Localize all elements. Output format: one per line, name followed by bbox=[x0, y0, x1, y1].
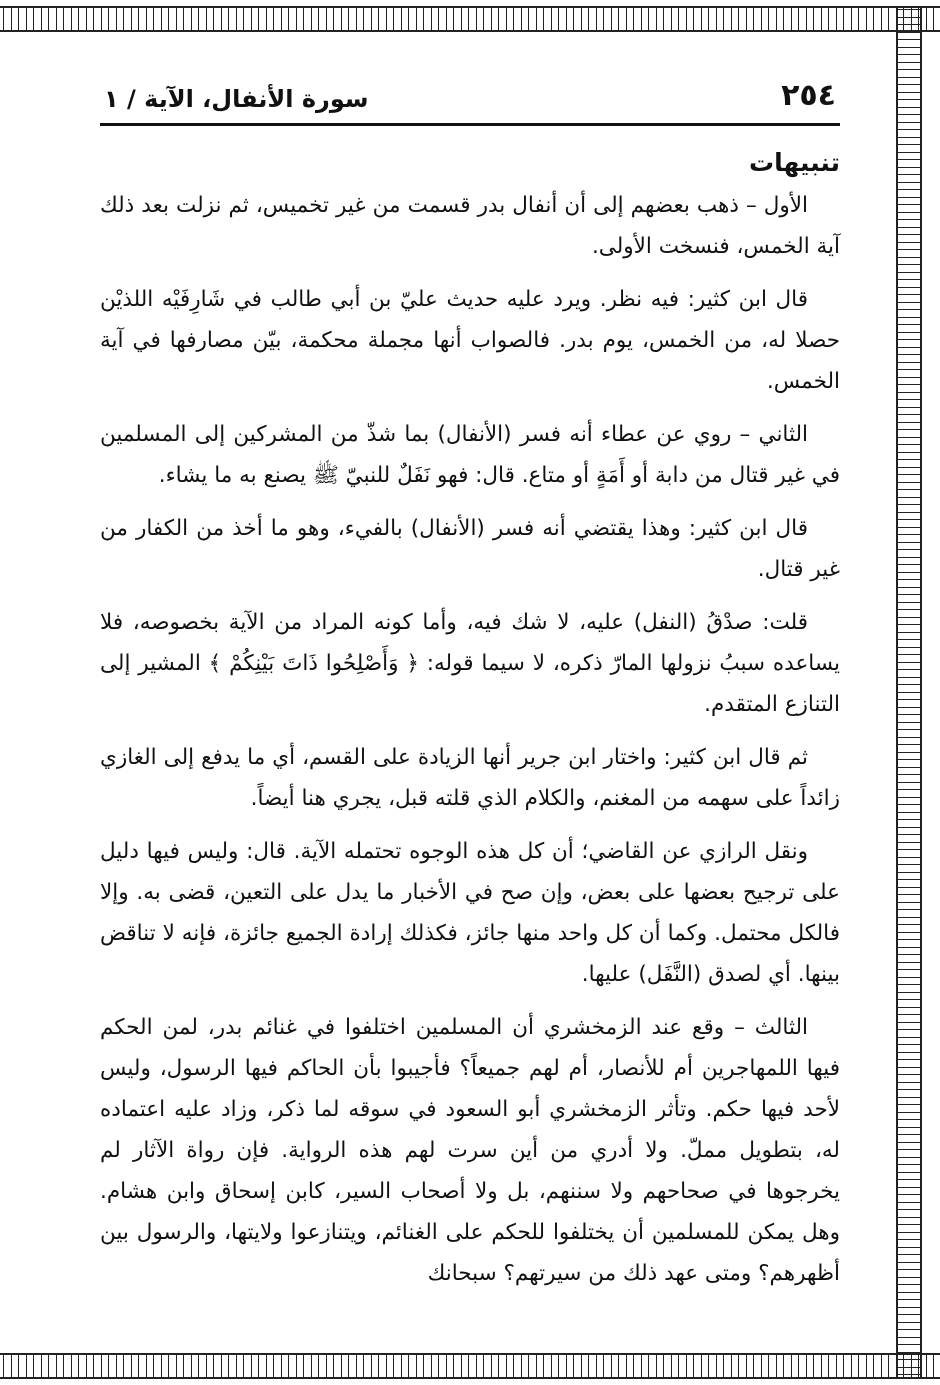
paragraph-ibn-jarir: ثم قال ابن كثير: واختار ابن جرير أنها الزيادة على القسم، أي ما يدفع إلى الغازي زائداً على سهمه من المغنم، والكلام الذي قلته قبل، يجري هنا أيضاً. bbox=[100, 745, 840, 811]
decorative-border-top bbox=[0, 6, 940, 32]
paragraph-third-note: الثالث – وقع عند الزمخشري أن المسلمين اختلفوا في غنائم بدر، لمن الحكم فيها اللمهاجرين أم للأنصار، أم لهم جميعاً؟ فأجيبوا بأن الحاكم فيها الرسول، وليس لأحد فيها حكم. وتأثر الزمخشري أبو السعود في سوقه لما ذكر، وزاد عليه اعتماده له، بتطويل مملّ. ولا أدري من أين سرت لهم هذه الرواية. فإن رواة الآثار لم يخرجوها في صحاحهم ولا سننهم، بل ولا أصحاب السير، كابن إسحاق وابن هشام. وهل يمكن للمسلمين أن يختلفوا للحكم على الغنائم، ويتنازعوا ولايتها، والرسول بين أظهرهم؟ ومتى عهد ذلك من سيرتهم؟ سبحانك bbox=[100, 1015, 840, 1286]
paragraph-ibn-kathir-1: قال ابن كثير: فيه نظر. ويرد عليه حديث عليّ بن أبي طالب في شَارِفَيْه اللذيْن حصلا له، من الخمس، يوم بدر. فالصواب أنها مجملة محكمة، بيّن مصارفها في آية الخمس. bbox=[100, 287, 840, 394]
paragraph-first-note: الأول – ذهب بعضهم إلى أن أنفال بدر قسمت من غير تخميس، ثم نزلت بعد ذلك آية الخمس، فنسخت الأولى. bbox=[100, 193, 840, 259]
paragraph-author-comment: قلت: صدْقُ (النفل) عليه، لا شك فيه، وأما كونه المراد من الآية بخصوصه، فلا يساعده سببُ نزولها المارّ ذكره، لا سيما قوله: ﴿ وَأَصْلِحُوا ذَاتَ بَيْنِكُمْ ﴾ المشير إلى التنازع المتقدم. bbox=[100, 610, 840, 717]
section-heading: تنبيهات bbox=[748, 148, 840, 177]
page-header bbox=[100, 60, 840, 126]
paragraph-ibn-kathir-2: قال ابن كثير: وهذا يقتضي أنه فسر (الأنفال) بالفيء، وهو ما أخذ من الكفار من غير قتال. bbox=[100, 516, 840, 582]
paragraph-second-note: الثاني – روي عن عطاء أنه فسر (الأنفال) بما شذّ من المشركين إلى المسلمين في غير قتال من دابة أو أَمَةٍ أو متاع. قال: فهو نَفَلٌ للنبيّ ﷺ يصنع به ما يشاء. bbox=[100, 422, 840, 488]
page-content bbox=[100, 60, 840, 1325]
decorative-border-bottom bbox=[0, 1353, 940, 1379]
decorative-border-right bbox=[896, 6, 922, 1379]
paragraph-razi: ونقل الرازي عن القاضي؛ أن كل هذه الوجوه تحتمله الآية. قال: وليس فيها دليل على ترجيح بعضها على بعض، وإن صح في الأخبار ما يدل على التعين، قضى به. وإلا فالكل محتمل. وكما أن كل واحد منها جائز، فكذلك إرادة الجميع جائزة، فإنه لا تناقض بينها. أي لصدق (النَّفَل) عليها. bbox=[100, 839, 840, 987]
running-title: سورة الأنفال، الآية / ١ bbox=[104, 85, 369, 113]
page-number: ٢٥٤ bbox=[781, 78, 836, 113]
